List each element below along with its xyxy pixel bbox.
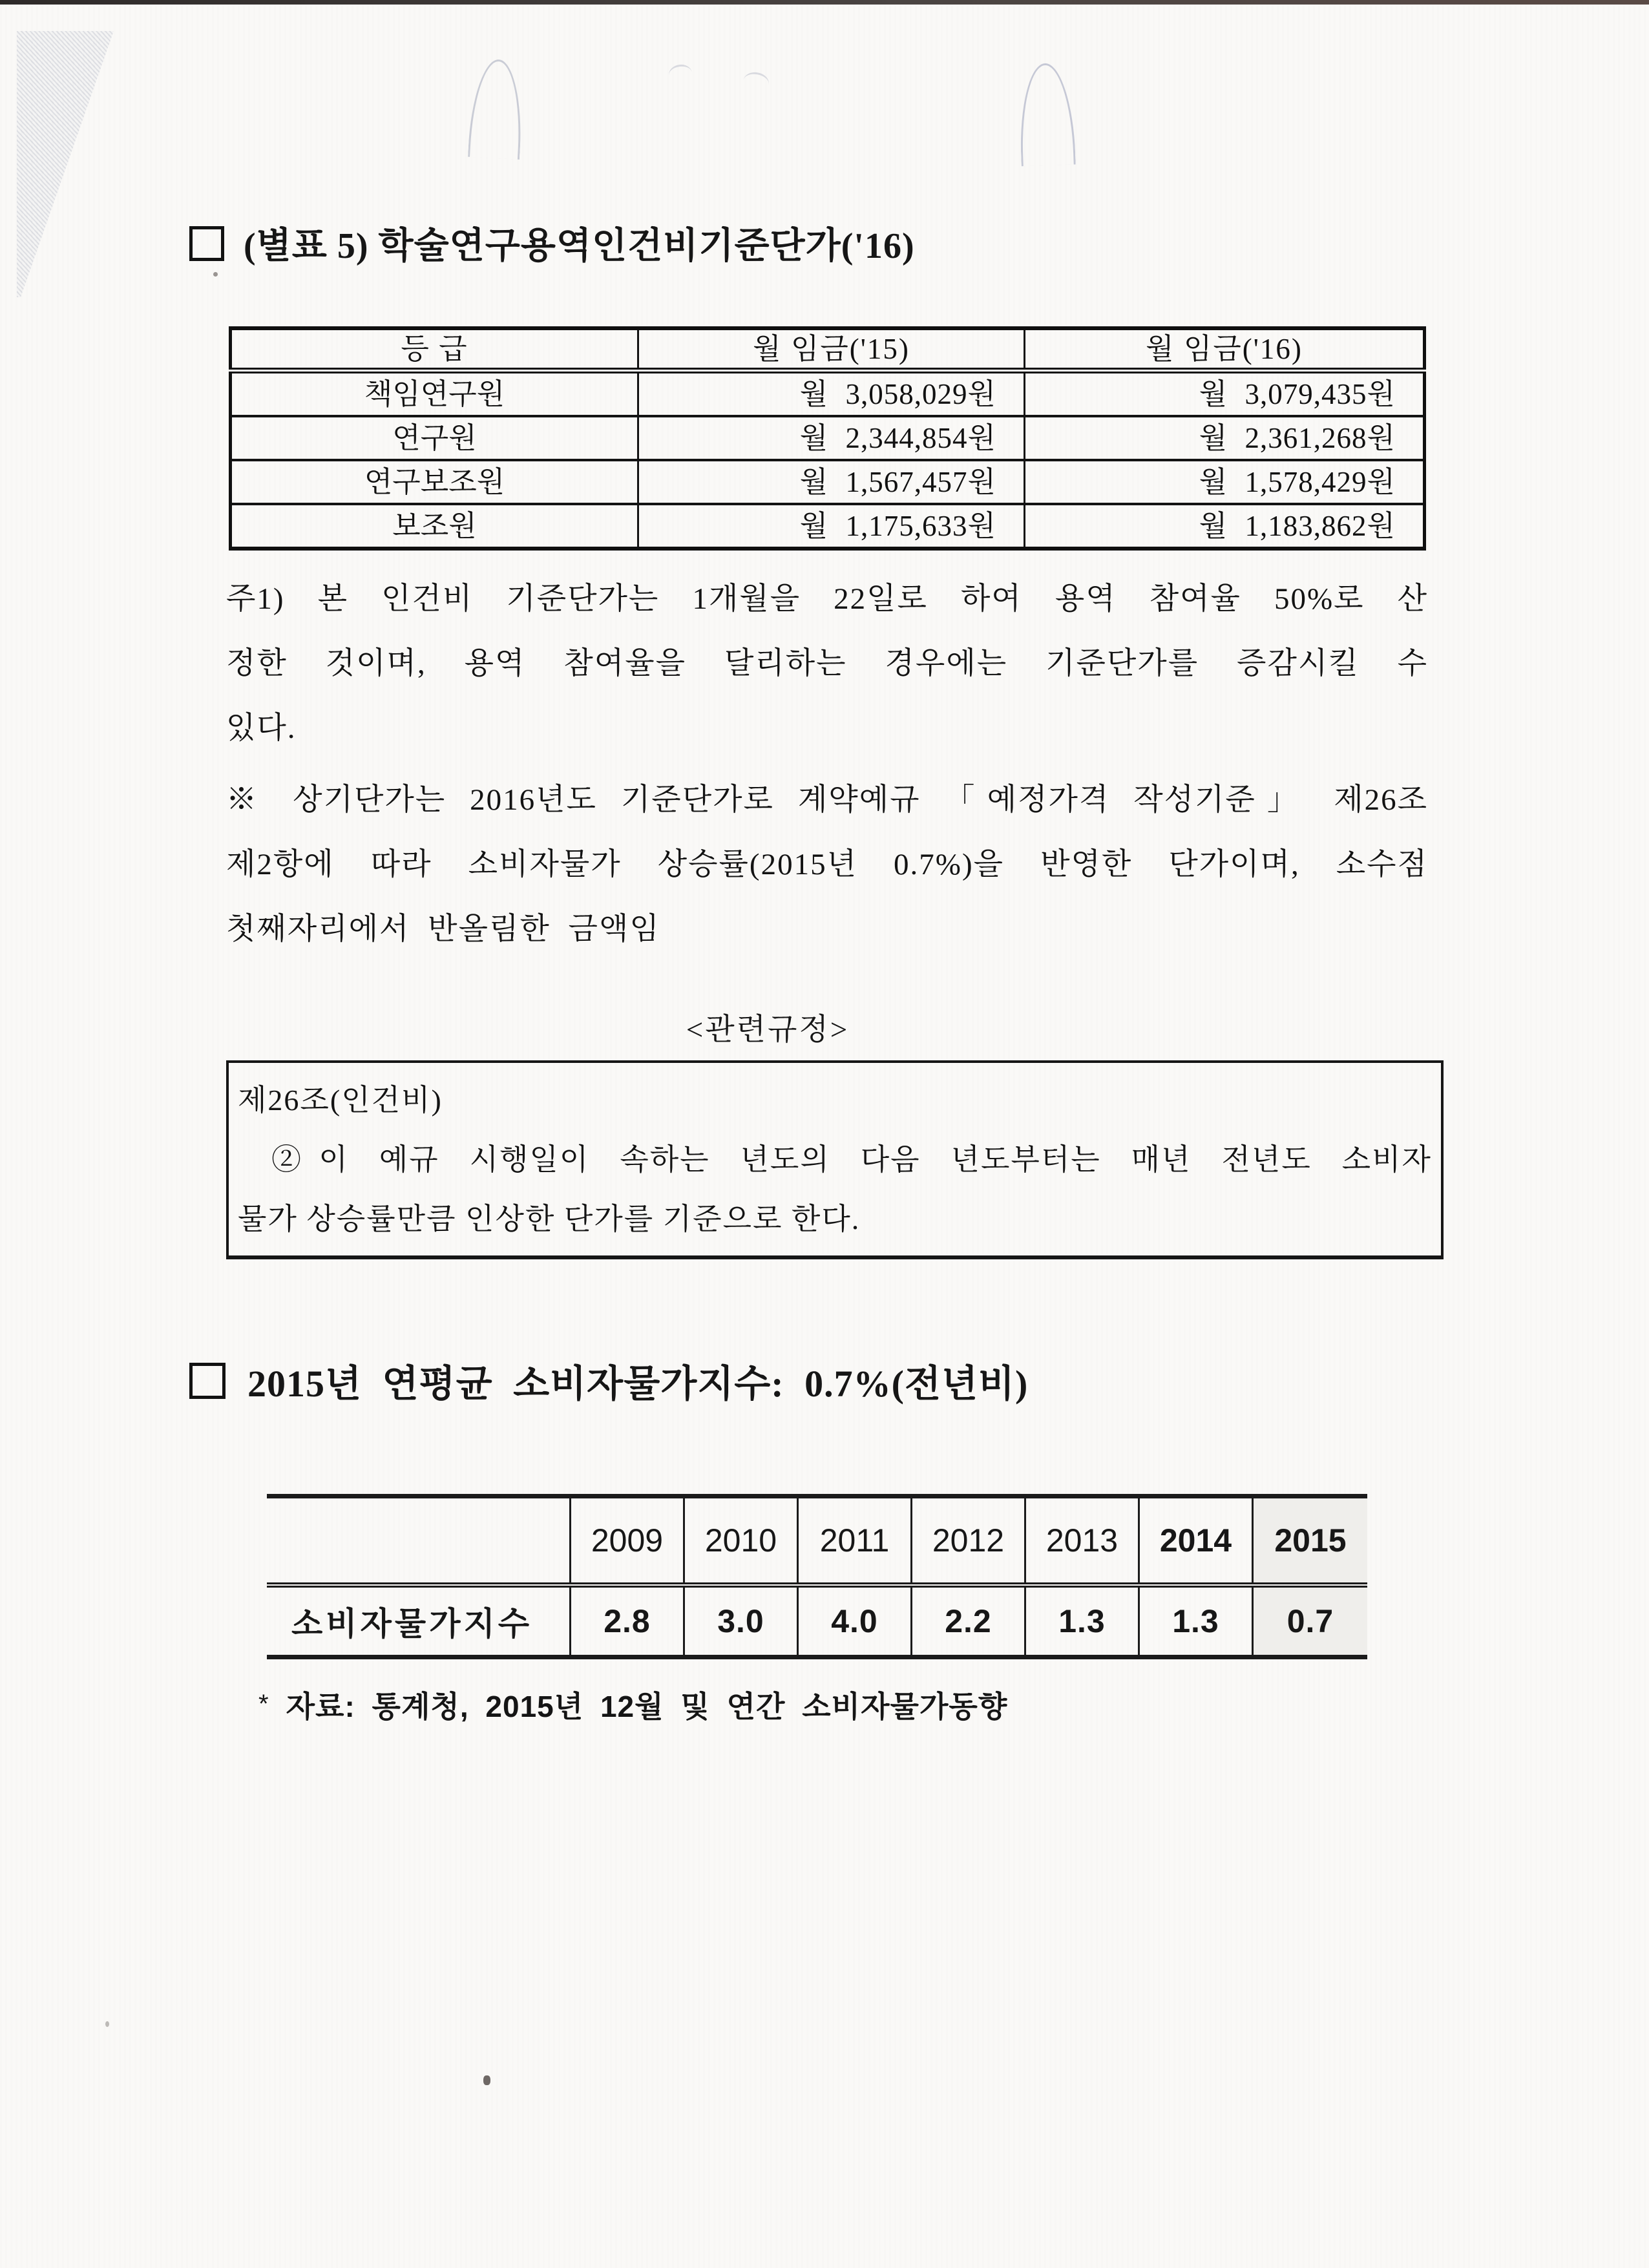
cpi-row-label: 소비자물가지수: [291, 1606, 533, 1642]
table-row: [231, 416, 1425, 460]
checkbox-bullet-icon: [189, 226, 224, 261]
cpi-value: 1.3: [1024, 1588, 1138, 1655]
asterisk-icon: *: [258, 1690, 269, 1718]
related-regulation-heading: <관련규정>: [686, 1013, 850, 1047]
checkbox-bullet-icon: [189, 1363, 226, 1399]
cpi-value: 2.8: [569, 1588, 683, 1655]
section-title-text: 2015년 연평균 소비자물가지수: 0.7%(전년비): [247, 1363, 1029, 1405]
regulation-box: [226, 1060, 1444, 1259]
year-header: 2014: [1138, 1498, 1252, 1582]
regulation-line: 물가 상승률만큼 인상한 단가를 기준으로 한다.: [238, 1202, 861, 1235]
section-title-cpi: [189, 1353, 1028, 1407]
column-header-wage-15: 월 임금('15): [638, 328, 1025, 371]
wage-16-cell: 월 3,079,435원: [1025, 371, 1425, 417]
year-header: 2011: [797, 1498, 910, 1582]
regulation-line: ②이 예규 시행일이 속하는 년도의 다음 년도부터는 매년 전년도 소비자: [271, 1143, 1432, 1176]
scan-speck: [483, 2075, 490, 2085]
year-header: 2009: [569, 1498, 683, 1582]
scan-smudge: [742, 70, 771, 94]
scan-edge-artifact: [0, 0, 1649, 5]
source-footnote: [258, 1683, 1007, 1726]
wage-standard-table: [229, 326, 1426, 551]
wage-15-cell: 월 1,175,633원: [638, 504, 1025, 549]
cpi-value: 4.0: [797, 1588, 910, 1655]
scan-smudge: [667, 63, 693, 85]
section-title-wage-standard: [189, 217, 915, 269]
table-row: [231, 504, 1425, 549]
table-row: [231, 460, 1425, 504]
note-line: 정한 것이며, 용역 참여율을 달리하는 경우에는 기준단가를 증감시킬 수: [226, 646, 1428, 680]
cpi-value: 2.2: [910, 1588, 1024, 1655]
binder-mark-left: [468, 58, 525, 160]
year-header: 2015: [1252, 1498, 1367, 1582]
regulation-line: 제26조(인건비): [238, 1084, 443, 1117]
grade-cell: 보조원: [231, 504, 638, 549]
cpi-value: 0.7: [1252, 1588, 1367, 1655]
wage-16-cell: 월 2,361,268원: [1025, 416, 1425, 460]
note-line: 있다.: [226, 711, 297, 745]
cpi-value: 3.0: [683, 1588, 797, 1655]
year-header: 2010: [683, 1498, 797, 1582]
year-header: 2012: [910, 1498, 1024, 1582]
table-header-row: [231, 328, 1425, 371]
table-row: [231, 371, 1425, 417]
scan-corner-shadow: [17, 31, 114, 297]
note-line: 주1) 본 인건비 기준단가는 1개월을 22일로 하여 용역 참여율 50%로 산: [226, 582, 1428, 616]
cpi-header-row: [267, 1498, 1367, 1588]
binder-mark-right: [1018, 63, 1075, 167]
column-header-grade: 등 급: [231, 328, 638, 371]
column-header-wage-16: 월 임금('16): [1025, 328, 1425, 371]
wage-15-cell: 월 3,058,029원: [638, 371, 1025, 417]
grade-cell: 연구보조원: [231, 460, 638, 504]
section-title-text: (별표 5) 학술연구용역인건비기준단가('16): [244, 226, 915, 266]
cpi-value: 1.3: [1138, 1588, 1252, 1655]
cpi-table: [267, 1494, 1367, 1659]
note-line: ※ 상기단가는 2016년도 기준단가로 계약예규 「예정가격 작성기준」 제26조: [226, 782, 1428, 817]
wage-16-cell: 월 1,183,862원: [1025, 504, 1425, 549]
wage-15-cell: 월 2,344,854원: [638, 416, 1025, 460]
grade-cell: 책임연구원: [231, 371, 638, 417]
note-2-paragraph: [226, 764, 1428, 958]
note-line: 첫째자리에서 반올림한 금액임: [226, 912, 660, 946]
cpi-data-row: [267, 1588, 1367, 1655]
wage-16-cell: 월 1,578,429원: [1025, 460, 1425, 504]
source-footnote-text: 자료: 통계청, 2015년 12월 및 연간 소비자물가동향: [286, 1690, 1008, 1723]
year-header: 2013: [1024, 1498, 1138, 1582]
wage-15-cell: 월 1,567,457원: [638, 460, 1025, 504]
note-line: 제2항에 따라 소비자물가 상승률(2015년 0.7%)을 반영한 단가이며, 소수점: [226, 847, 1428, 881]
note-1-paragraph: [226, 563, 1428, 757]
corner-cell: [267, 1498, 569, 1582]
scan-speck: [105, 2021, 109, 2027]
grade-cell: 연구원: [231, 416, 638, 460]
scan-speck: [213, 272, 218, 277]
